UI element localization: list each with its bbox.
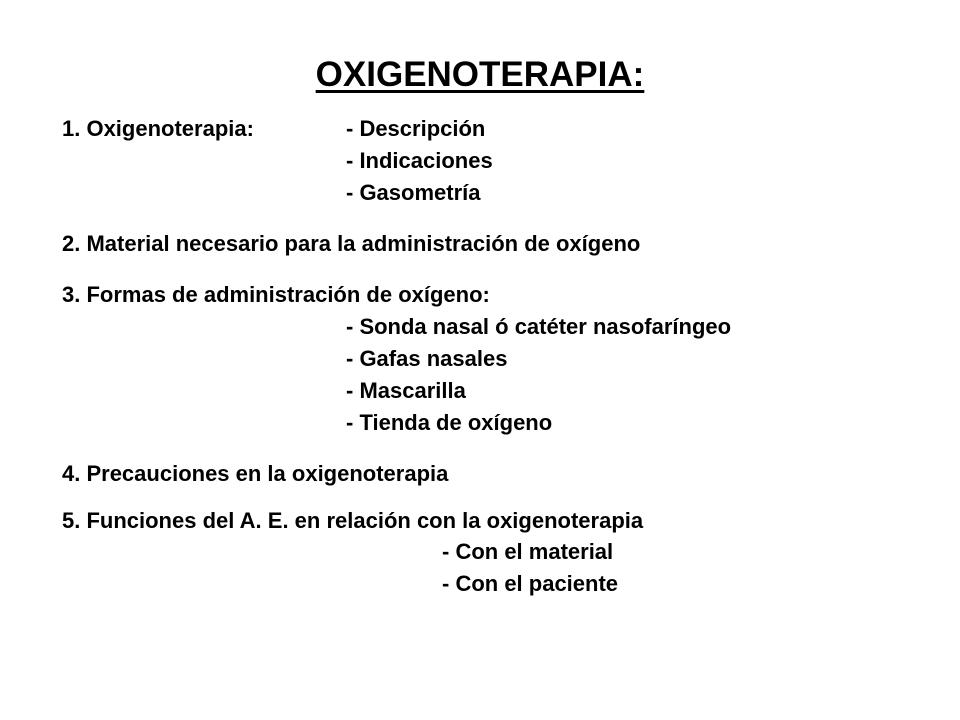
section-3-heading: 3. Formas de administración de oxígeno: xyxy=(62,282,490,307)
section-5-item-paciente: - Con el paciente xyxy=(442,571,619,596)
slide-title: OXIGENOTERAPIA: xyxy=(315,55,645,94)
section-1-heading: 1. Oxigenoterapia: xyxy=(62,116,254,141)
section-1-item-indicaciones: - Indicaciones xyxy=(346,148,493,173)
section-5-heading: 5. Funciones del A. E. en relación con la oxigenoterapia xyxy=(62,508,644,533)
section-2-heading: 2. Material necesario para la administración de oxígeno xyxy=(62,231,641,256)
section-3-item-gafas: - Gafas nasales xyxy=(346,346,508,371)
section-1-item-gasometria: - Gasometría xyxy=(346,180,481,205)
section-1-item-descripcion: - Descripción xyxy=(346,116,486,141)
section-3-item-mascarilla: - Mascarilla xyxy=(346,378,466,403)
section-4-heading: 4. Precauciones en la oxigenoterapia xyxy=(62,461,449,486)
section-3-item-sonda: - Sonda nasal ó catéter nasofaríngeo xyxy=(346,314,732,339)
section-3-item-tienda: - Tienda de oxígeno xyxy=(346,410,553,435)
section-5-item-material: - Con el material xyxy=(442,539,614,564)
